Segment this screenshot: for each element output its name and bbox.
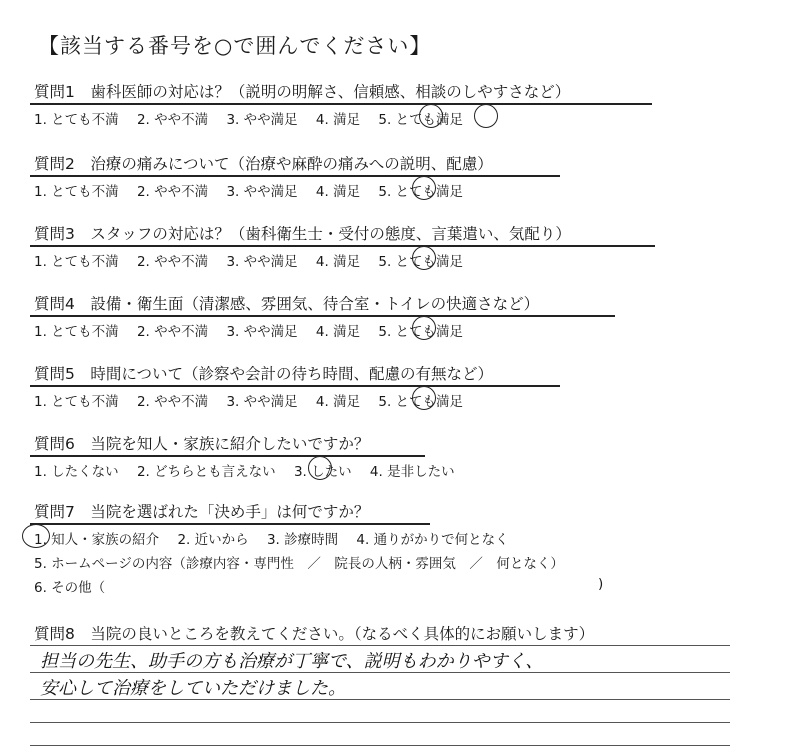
q4-option-1[interactable]: 1. とても不満 bbox=[34, 324, 119, 340]
question-3-options bbox=[34, 250, 477, 270]
q2-option-2[interactable]: 2. やや不満 bbox=[136, 184, 209, 200]
question-5-title: 質問5 時間について（診察や会計の待ち時間、配慮の有無など） bbox=[34, 365, 494, 383]
question-2-options bbox=[34, 180, 477, 200]
q1-option-5[interactable]: 5. とても満足 bbox=[378, 112, 464, 128]
q2-option-5[interactable]: 5. とても満足 bbox=[378, 184, 464, 200]
question-7-options-row-1 bbox=[34, 528, 523, 548]
q5-answer-circle bbox=[412, 386, 436, 410]
q7-option-4[interactable]: 4. 通りがかりで何となく bbox=[356, 532, 509, 548]
question-6-title: 質問6 当院を知人・家族に紹介したいですか？ bbox=[34, 435, 370, 453]
question-1-options bbox=[34, 108, 477, 128]
question-7-underline bbox=[30, 523, 430, 525]
q1-option-2[interactable]: 2. やや不満 bbox=[136, 112, 209, 128]
q5-option-3[interactable]: 3. やや満足 bbox=[226, 394, 298, 410]
question-1-title: 質問1 歯科医師の対応は？（説明の明解さ、信頼感、相談のしやすさなど） bbox=[34, 83, 571, 101]
answer-line-1 bbox=[30, 645, 730, 646]
question-8-title: 質問8 当院の良いところを教えてください。（なるべく具体的にお願いします） bbox=[34, 625, 595, 643]
question-4-options bbox=[34, 320, 477, 340]
q6-option-3[interactable]: 3. したい bbox=[293, 464, 352, 480]
question-5-underline bbox=[30, 385, 560, 387]
q3-option-3[interactable]: 3. やや満足 bbox=[226, 254, 298, 270]
q7-option-6[interactable]: 6. その他（ bbox=[34, 580, 106, 596]
q4-answer-circle bbox=[412, 316, 436, 340]
q4-option-4[interactable]: 4. 満足 bbox=[315, 324, 361, 340]
q7-option-6-close: ) bbox=[598, 576, 604, 592]
q1-option-1[interactable]: 1. とても不満 bbox=[34, 112, 119, 128]
q3-option-2[interactable]: 2. やや不満 bbox=[136, 254, 209, 270]
page-title: 【該当する番号を○で囲んでください】 bbox=[38, 34, 432, 58]
q4-option-2[interactable]: 2. やや不満 bbox=[136, 324, 209, 340]
handwritten-answer-line-2: 安心して治療をしていただけました。 bbox=[40, 678, 346, 699]
question-4-title: 質問4 設備・衛生面（清潔感、雰囲気、待合室・トイレの快適さなど） bbox=[34, 295, 540, 313]
q2-answer-circle bbox=[412, 176, 436, 200]
q5-option-1[interactable]: 1. とても不満 bbox=[34, 394, 119, 410]
q5-option-4[interactable]: 4. 満足 bbox=[315, 394, 361, 410]
question-3-title: 質問3 スタッフの対応は？（歯科衛生士・受付の態度、言葉遣い、気配り） bbox=[34, 225, 571, 243]
question-6-underline bbox=[30, 455, 425, 457]
q7-option-2[interactable]: 2. 近いから bbox=[177, 532, 249, 548]
question-2-underline bbox=[30, 175, 560, 177]
q6-answer-circle bbox=[308, 456, 332, 480]
q1-option-4[interactable]: 4. 満足 bbox=[315, 112, 361, 128]
q5-option-5[interactable]: 5. とても満足 bbox=[378, 394, 464, 410]
q6-option-2[interactable]: 2. どちらとも言えない bbox=[136, 464, 276, 480]
q2-option-3[interactable]: 3. やや満足 bbox=[226, 184, 298, 200]
q4-option-5[interactable]: 5. とても満足 bbox=[378, 324, 464, 340]
handwritten-answer-line-1: 担当の先生、助手の方も治療が丁寧で、説明もわかりやすく、 bbox=[40, 651, 544, 672]
q3-option-5[interactable]: 5. とても満足 bbox=[378, 254, 464, 270]
q1-answer-circle-2 bbox=[474, 104, 498, 128]
q3-option-1[interactable]: 1. とても不満 bbox=[34, 254, 119, 270]
q7-answer-circle bbox=[22, 524, 50, 548]
q5-option-2[interactable]: 2. やや不満 bbox=[136, 394, 209, 410]
answer-line-4 bbox=[30, 722, 730, 723]
question-1-underline bbox=[30, 103, 652, 105]
question-3-underline bbox=[30, 245, 655, 247]
question-2-title: 質問2 治療の痛みについて（治療や麻酔の痛みへの説明、配慮） bbox=[34, 155, 493, 173]
question-4-underline bbox=[30, 315, 615, 317]
q6-option-1[interactable]: 1. したくない bbox=[34, 464, 119, 480]
answer-line-3 bbox=[30, 699, 730, 700]
q4-option-3[interactable]: 3. やや満足 bbox=[226, 324, 298, 340]
q2-option-1[interactable]: 1. とても不満 bbox=[34, 184, 119, 200]
question-5-options bbox=[34, 390, 477, 410]
q7-option-3[interactable]: 3. 診療時間 bbox=[266, 532, 339, 548]
answer-line-2 bbox=[30, 672, 730, 673]
q6-option-4[interactable]: 4. 是非したい bbox=[369, 464, 455, 480]
q3-answer-circle bbox=[412, 246, 436, 270]
question-6-options bbox=[34, 460, 469, 480]
q1-option-3[interactable]: 3. やや満足 bbox=[226, 112, 298, 128]
q7-option-1[interactable]: 1. 知人・家族の紹介 bbox=[34, 532, 160, 548]
q2-option-4[interactable]: 4. 満足 bbox=[315, 184, 361, 200]
q3-option-4[interactable]: 4. 満足 bbox=[315, 254, 361, 270]
q7-option-5[interactable]: 5. ホームページの内容（診療内容・専門性 ／ 院長の人柄・雰囲気 ／ 何となく） bbox=[34, 556, 564, 572]
q1-answer-circle bbox=[419, 104, 443, 128]
answer-line-5 bbox=[30, 745, 730, 746]
question-7-title: 質問7 当院を選ばれた「決め手」は何ですか？ bbox=[34, 503, 370, 521]
